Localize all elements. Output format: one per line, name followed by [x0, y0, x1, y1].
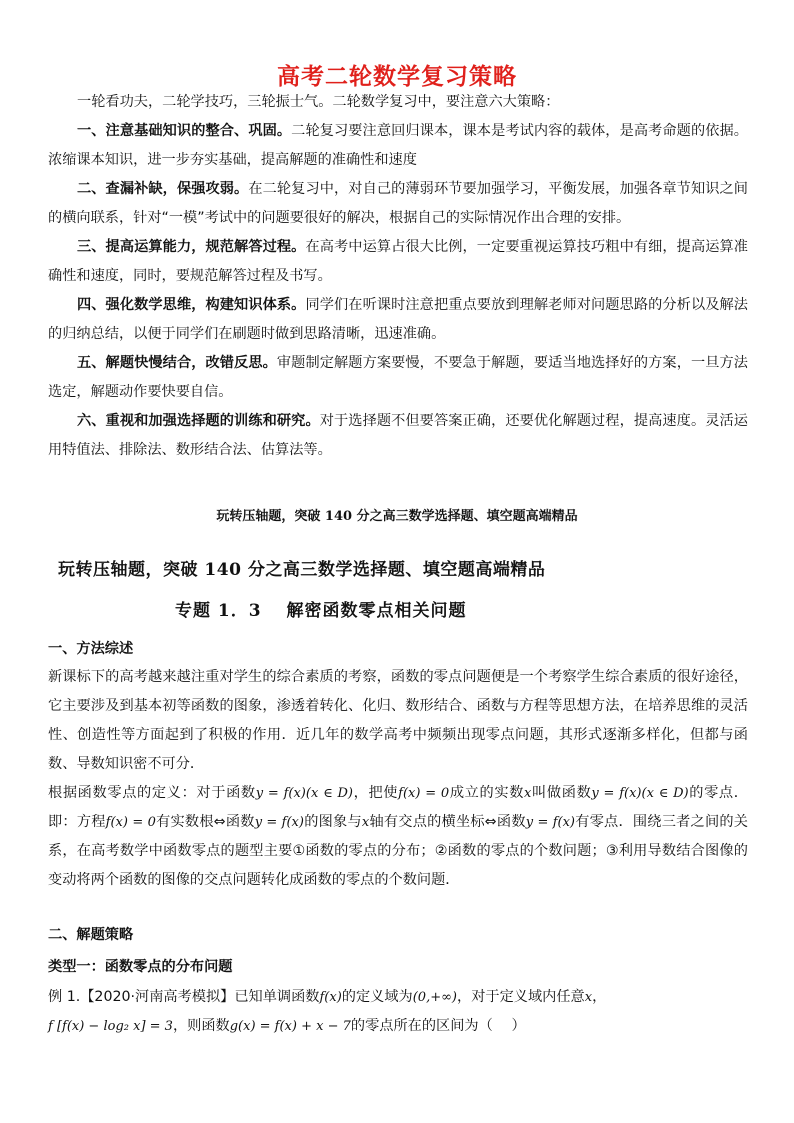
text-run: 轴有交点的横坐标⇔函数	[369, 814, 526, 830]
strategy-heading: 三、提高运算能力，规范解答过程。	[77, 239, 306, 255]
math-expression: f(x) = 0	[398, 786, 450, 801]
section-heading-strategies: 二、解题策略	[48, 927, 134, 943]
math-expression: x	[524, 786, 532, 801]
text-run: 例 1.【2020·河南高考模拟】已知单调函数	[48, 989, 320, 1005]
methods-paragraph-2	[48, 779, 748, 895]
strategy-heading: 五、解题快慢结合，改错反思。	[77, 355, 277, 371]
intro-paragraph: 一轮看功夫，二轮学技巧，三轮振士气。二轮数学复习中，要注意六大策略：	[77, 94, 560, 110]
text-run: 叫做函数	[531, 785, 592, 801]
math-expression: y = f(x)(x ∈ D)	[255, 786, 353, 801]
math-expression: y = f(x)	[254, 815, 304, 830]
page-title: 高考二轮数学复习策略	[277, 64, 517, 90]
strategy-text: 审题制定解题方案要慢，不要急于解题，要适当地选择好的方案，一旦方法选定，解题动作要快要自信。	[48, 355, 748, 400]
subtitle-large: 玩转压轴题，突破 140 分之高三数学选择题、填空题高端精品	[58, 560, 546, 580]
text-run: 成立的实数	[449, 785, 525, 801]
strategy-text: 二轮复习要注意回归课本，课本是考试内容的载体，是高考命题的依据。浓缩课本知识，进一步夯实基础，提高解题的准确性和速度	[48, 123, 748, 168]
strategy-6	[48, 407, 748, 465]
text-run: 根据函数零点的定义：对于函数	[48, 785, 256, 801]
strategy-heading: 六、重视和加强选择题的训练和研究。	[77, 413, 320, 429]
strategy-2	[48, 175, 748, 233]
text-run: ，	[592, 989, 607, 1005]
text-run: ，则函数	[172, 1018, 230, 1034]
strategy-4	[48, 291, 748, 349]
math-expression: f [f(x) − log₂ x] = 3	[48, 1019, 173, 1034]
strategy-heading: 一、注意基础知识的整合、巩固。	[77, 123, 292, 139]
math-expression: x	[361, 815, 370, 830]
strategy-5	[48, 349, 748, 407]
text-run: 的零点所在的区间为（ ）	[350, 1018, 526, 1034]
strategy-3	[48, 233, 748, 291]
text-run: ，把使	[352, 785, 399, 801]
math-expression: y = f(x)(x ∈ D)	[591, 786, 689, 801]
math-expression: f(x)	[319, 990, 342, 1005]
text-run: ，对于定义域内任意	[457, 989, 585, 1005]
type-heading: 类型一：函数零点的分布问题	[48, 959, 233, 975]
text-run: 的定义域为	[341, 989, 413, 1005]
strategy-heading: 四、强化数学思维，构建知识体系。	[77, 297, 306, 313]
strategy-text: 同学们在听课时注意把重点要放到理解老师对问题思路的分析以及解法的归纳总结，以便于同学们在刷题时做到思路清晰，迅速准确。	[48, 297, 748, 342]
math-expression: (0,+∞)	[412, 990, 458, 1005]
methods-paragraph-1: 新课标下的高考越来越注重对学生的综合素质的考察，函数的零点问题便是一个考察学生综合素质的很好途径，它主要涉及到基本初等函数的图象，渗透着转化、化归、数形结合、函数与方程等思想方法，在培养思维的灵活性、创造性等方面起到了积极的作用．近几年的数学高考中频频出现零点问题，其形式逐渐多样化，但都与函数、导数知识密不可分．	[48, 669, 748, 772]
example-1	[48, 983, 748, 1041]
subtitle-small: 玩转压轴题，突破 140 分之高三数学选择题、填空题高端精品	[216, 509, 578, 524]
math-expression: x	[584, 990, 593, 1005]
strategy-text: 在高考中运算占很大比例，一定要重视运算技巧粗中有细，提高运算准确性和速度，同时，要规范解答过程及书写。	[48, 239, 748, 284]
strategy-text: 在二轮复习中，对自己的薄弱环节要加强学习，平衡发展，加强各章节知识之间的横向联系，针对“一模”考试中的问题要很好的解决，根据自己的实际情况作出合理的安排。	[48, 181, 748, 226]
text-run: 的图象与	[303, 814, 362, 830]
text-run: 有零点．围绕三者之间的关系，在高考数学中函数零点的题型主要①函数的零点的分布；②函数的零点的个数问题；③利用导数结合图像的变动将两个函数的图像的交点问题转化成函数的零点的个数问题．	[48, 814, 748, 888]
text-run: 有实数根⇔函数	[155, 814, 255, 830]
strategy-1	[48, 117, 748, 175]
strategy-heading: 二、查漏补缺，保强攻弱。	[77, 181, 249, 197]
math-expression: f(x) = 0	[105, 815, 156, 830]
text-run: 的零点．即：方程	[48, 785, 748, 830]
topic-heading: 专题 1．3 解密函数零点相关问题	[175, 601, 467, 621]
math-expression: y = f(x)	[525, 815, 575, 830]
strategy-text: 对于选择题不但要答案正确，还要优化解题过程，提高速度。灵活运用特值法、排除法、数形结合法、估算法等。	[48, 413, 748, 458]
math-expression: g(x) = f(x) + x − 7	[229, 1019, 351, 1034]
section-heading-methods: 一、方法综述	[48, 641, 134, 657]
